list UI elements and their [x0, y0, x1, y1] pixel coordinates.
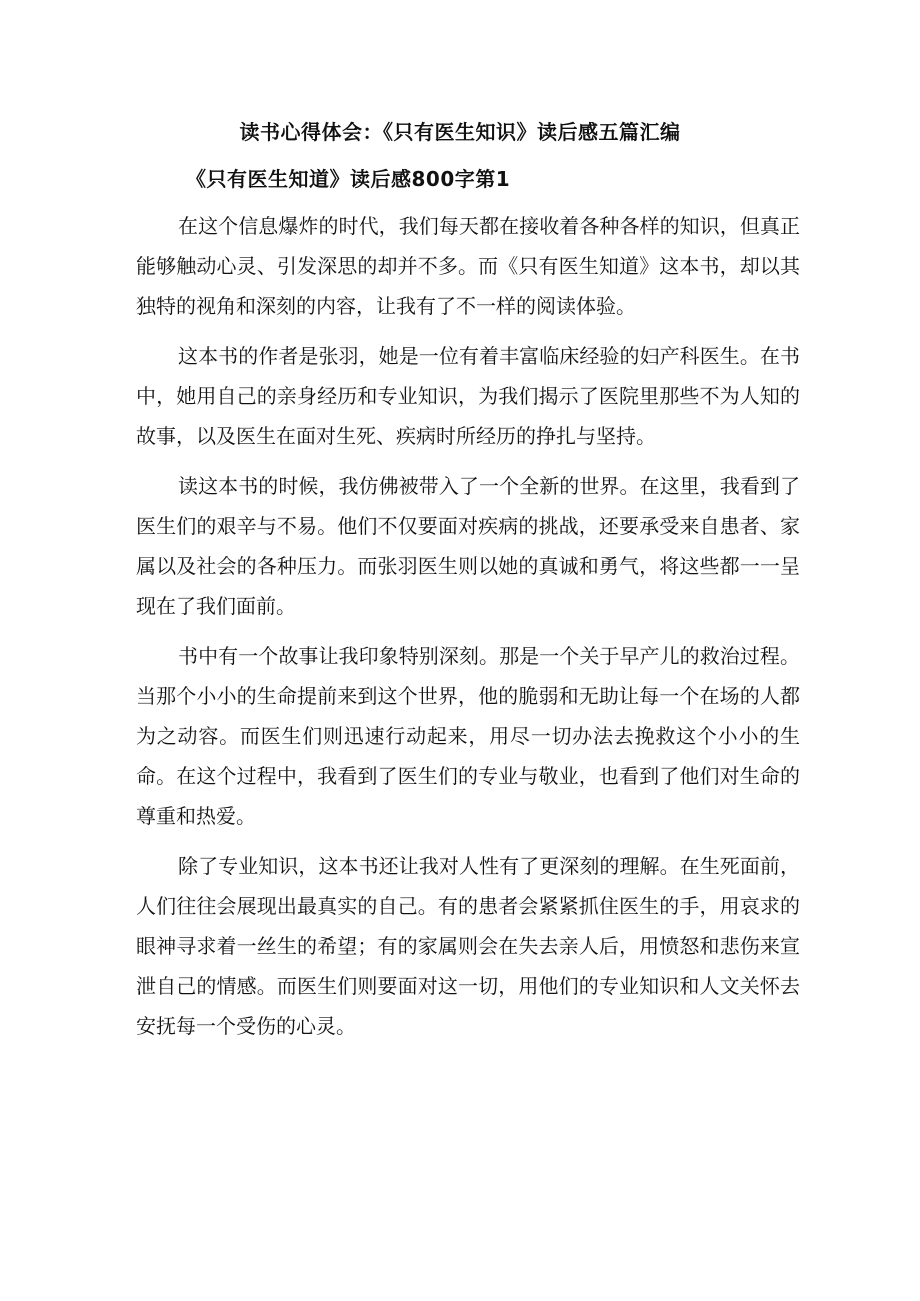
paragraph: 书中有一个故事让我印象特别深刻。那是一个关于早产儿的救治过程。当那个小小的生命提前来到这个世界，他的脆弱和无助让每一个在场的人都为之动容。而医生们则迅速行动起来，用尽一切办法去挽救这个小小的生命。在这个过程中，我看到了医生们的专业与敬业，也看到了他们对生命的尊重和热爱。 — [136, 644, 800, 828]
document-title: 读书心得体会：《只有医生知识》读后感五篇汇编 — [239, 120, 681, 144]
paragraph: 在这个信息爆炸的时代，我们每天都在接收着各种各样的知识，但真正能够触动心灵、引发深思的却并不多。而《只有医生知道》这本书，却以其独特的视角和深刻的内容，让我有了不一样的阅读体验。 — [136, 214, 800, 318]
paragraph: 除了专业知识，这本书还让我对人性有了更深刻的理解。在生死面前，人们往往会展现出最真实的自己。有的患者会紧紧抓住医生的手，用哀求的眼神寻求着一丝生的希望；有的家属则会在失去亲人后，用愤怒和悲伤来宣泄自己的情感。而医生们则要面对这一切，用他们的专业知识和人文关怀去安抚每一个受伤的心灵。 — [136, 854, 800, 1038]
paragraph: 这本书的作者是张羽，她是一位有着丰富临床经验的妇产科医生。在书中，她用自己的亲身经历和专业知识，为我们揭示了医院里那些不为人知的故事，以及医生在面对生死、疾病时所经历的挣扎与坚持。 — [136, 344, 800, 448]
paragraph: 读这本书的时候，我仿佛被带入了一个全新的世界。在这里，我看到了医生们的艰辛与不易。他们不仅要面对疾病的挑战，还要承受来自患者、家属以及社会的各种压力。而张羽医生则以她的真诚和勇气，将这些都一一呈现在了我们面前。 — [136, 474, 800, 618]
section-heading: 《只有医生知道》读后感800字第1 — [186, 167, 511, 191]
document-body — [136, 206, 800, 1056]
